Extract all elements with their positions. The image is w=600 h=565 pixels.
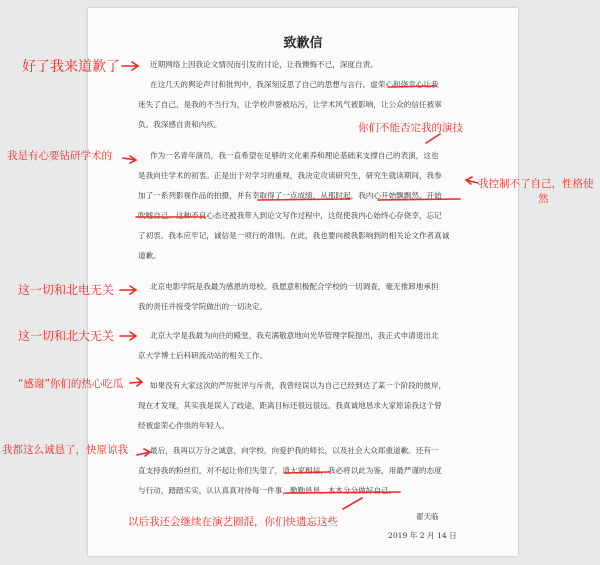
arrow-icon	[122, 62, 138, 70]
annotation-8: 我都这么诚恳了，快原谅我	[2, 444, 128, 456]
letter-line: 我的责任并接受学院做出的一切决定。	[138, 302, 268, 311]
annotation-4b: 然	[538, 193, 549, 205]
letter-line: 经被虚荣心作祟的年轻人。	[138, 421, 230, 430]
underline	[388, 86, 436, 87]
letter-line: 加了一系列影视作品的拍摄，并有幸取得了一点成绩，从那时起，我内心开始飘飘然，开始	[138, 191, 442, 200]
letter-line: 吹嘘自己。这种不良心态还被我带入到论文写作过程中，这促使我内心始终心存侥幸，忘记	[138, 211, 442, 220]
letter-line: 道歉。	[138, 251, 161, 260]
letter-line: 最后，我再以万分之诚意，向学校，向爱护我的师长，以及社会大众郑重道歉。还有一	[150, 446, 439, 455]
letter-line: 作为一名青年演员，我一直希望在足够的文化素养和理论基础来支撑自己的表演，这也	[150, 151, 439, 160]
annotation-2: 你们不能否定我的演技	[358, 122, 463, 134]
underline	[285, 472, 330, 473]
annotation-6: 这一切和北大无关	[18, 329, 115, 343]
letter-line: 迷失了自己，是我的不当行为，让学校声誉被玷污，让学术风气被影响，让公众的信任被辜	[138, 100, 442, 109]
arrow-line	[343, 498, 362, 509]
annotation-1: 好了我来道歉了	[22, 59, 120, 75]
arrow-icon	[120, 286, 136, 294]
annotation-3: 我是有心要钻研学术的	[7, 150, 112, 162]
letter-line: 是我向往学术的初衷。正是出于对学习的重视，我决定攻读研究生，研究生就读期间，我参	[138, 171, 442, 180]
underline	[285, 492, 400, 493]
letter-line: 近期网络上因我论文情况而引发的讨论，让我懊悔不已，深度自责。	[150, 60, 378, 69]
annotation-4: 我控制不了自己，性格使	[478, 178, 594, 190]
arrow-icon	[130, 378, 142, 386]
letter-line: 与行动，踏踏实实，认认真真对待每一件事，勤勤恳恳，本本分分做好自己。	[138, 486, 397, 495]
letter-title: 致歉信	[283, 36, 323, 51]
arrow-icon	[137, 449, 150, 456]
letter-line: 了初衷。我本应牢记，诚信是一项行的准则。在此，我也要向被我影响到的相关论文作者真诚	[138, 231, 450, 240]
letter-line: 京大学博士后科研流动站的相关工作。	[138, 351, 268, 360]
letter-line: 在这几天的舆论声讨和批判中，我深刻反思了自己的思想与言行。虚荣心和侥幸心让我	[150, 80, 439, 89]
arrow-line	[426, 134, 440, 143]
annotation-5: 这一切和北电无关	[18, 283, 115, 297]
date: 2019 年 2 月 14 日	[388, 531, 457, 540]
letter-line: 现在才发现，其实我是误入了歧途，距离目标还很远很远。我真诚地恳求大家原谅我这个曾	[138, 401, 442, 410]
arrow-icon	[120, 332, 136, 340]
letter-line: 北京电影学院是我最为感恩的母校。我愿意积极配合学校的一切调查，毫无推卸地承担	[150, 282, 439, 291]
arrow-icon	[466, 177, 478, 184]
letter-line: 如果没有大家这次的严厉批评与斥责，我曾经误以为自己已经到达了某一个阶段的彼岸，	[150, 381, 447, 390]
annotation-7: “感谢”你们的热心吃瓜	[18, 378, 124, 390]
annotation-9: 以后我还会继续在演艺圈混，你们快遗忘这些	[128, 516, 338, 528]
letter-line: 负。我深感自责和内疚。	[138, 120, 222, 129]
letter-line: 直支持我的粉丝们，对不起让你们失望了，请大家相信，我必将以此为鉴，用最严谨的态度	[138, 466, 442, 475]
underline	[258, 199, 350, 200]
letter-line: 北京大学是我最为向往的殿堂，我充满敬意地向光华管理学院提出，我正式申请退出北	[150, 331, 439, 340]
underline	[378, 199, 460, 200]
arrow-icon	[123, 156, 136, 163]
signature: 翟天临	[416, 512, 439, 521]
